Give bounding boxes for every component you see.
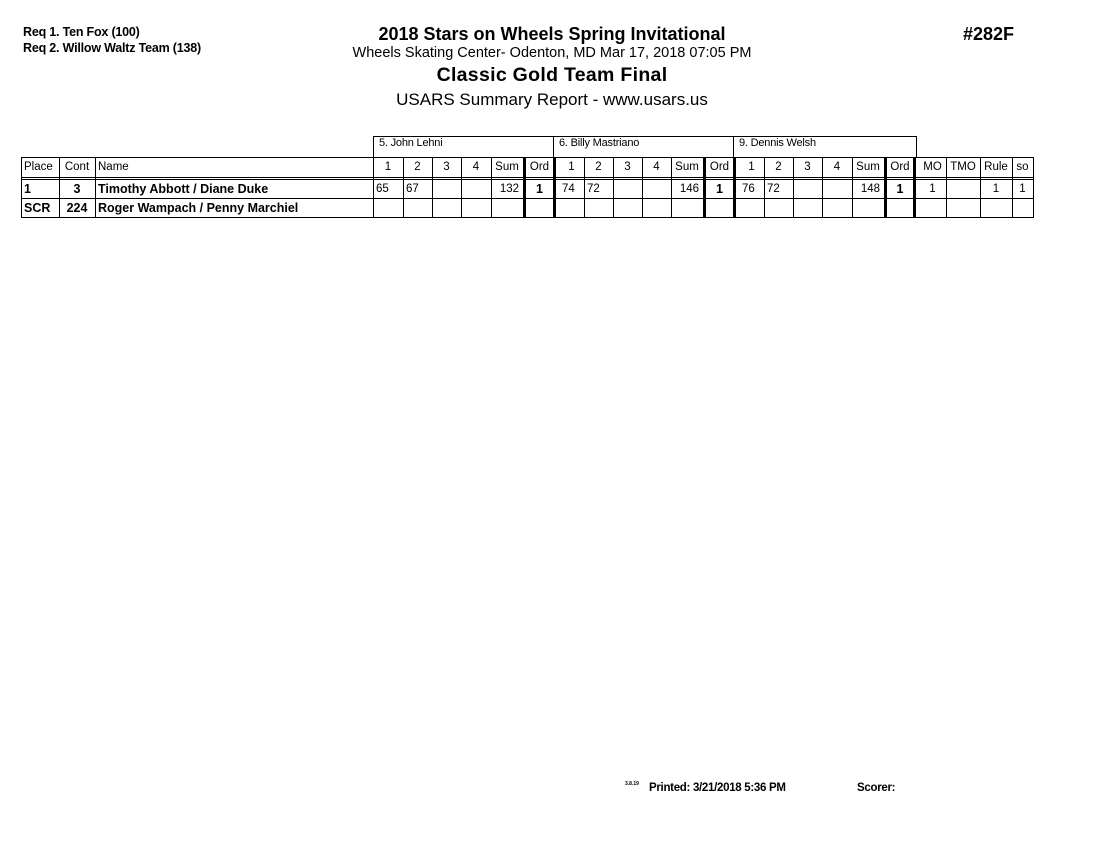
column-header-judge2-sum: Sum [675,160,699,173]
row-judge2-sum: 146 [679,182,699,195]
row-so [1012,199,1033,217]
row-judge1-s1: 65 [376,182,389,195]
header-bottom-line [21,177,1034,178]
row-judge2-ordinal: 1 [716,182,723,197]
ord-thick-line [553,157,556,218]
row-judge2-s2 [584,199,613,217]
column-header-judge3-score1: 1 [748,160,755,173]
column-header-judge3-score2: 2 [775,160,782,173]
header-double-line [21,179,1034,180]
row-judge3-ordinal: 1 [896,182,904,197]
row-contestant-number: 224 [66,200,88,215]
report-title: USARS Summary Report - www.usars.us [396,90,708,109]
row-judge3-s3 [793,181,822,198]
row-judge3-s2 [764,199,793,217]
judge-name: 9. Dennis Welsh [739,137,816,149]
ord-thick-line [733,157,736,218]
column-header-judge2-score3: 3 [624,160,631,173]
row-judge2-s3 [613,181,642,198]
column-header-name: Name [98,160,129,173]
row-judge2-ordinal [706,199,733,217]
event-code: #282F [963,24,1015,44]
version-label: 3.8.19 [625,781,639,787]
header-top-line [21,157,1034,158]
row-place: 1 [24,182,31,197]
row-judge1-s4 [461,181,491,198]
request-1: Req 1. Ten Fox (100) [23,25,140,39]
row-judge3-s1: 76 [742,182,755,195]
row-judge1-s3 [432,199,461,217]
row-place: SCR [24,200,51,215]
row-judge1-sum [491,199,523,217]
column-header-so: so [1016,160,1029,173]
column-header-judge3-ord: Ord [890,160,910,173]
row-tmo [946,199,980,217]
ord-thick-line [913,157,916,218]
column-header-judge3-score4: 4 [833,160,841,173]
column-header-rule: Rule [984,160,1008,173]
column-header-judge2-ord: Ord [709,160,730,173]
row-judge1-sum: 132 [499,182,519,195]
row-mo [919,199,946,217]
column-header-judge2-score1: 1 [568,160,575,173]
printed-timestamp: Printed: 3/21/2018 5:36 PM [649,782,786,794]
row-name: Timothy Abbott / Diane Duke [98,182,269,197]
row-judge1-ordinal [526,199,553,217]
column-header-judge2-score4: 4 [653,160,660,173]
row-name: Roger Wampach / Penny Marchiel [98,200,299,215]
row-judge3-s2: 72 [767,182,780,195]
row-judge3-s1 [739,199,764,217]
event-title: 2018 Stars on Wheels Spring Invitational [378,24,726,44]
row-judge2-s1: 74 [562,182,575,195]
row-judge2-s1 [559,199,584,217]
judge-header-right-border [916,136,917,157]
row-judge3-s4 [822,199,852,217]
row-judge2-s4 [642,199,671,217]
column-header-judge3-sum: Sum [856,160,880,173]
row-judge1-s1 [373,199,403,217]
row-judge3-s3 [793,199,822,217]
column-header-judge1-ord: Ord [529,160,550,173]
row-judge1-s2: 67 [406,182,419,195]
row-rule: 1 [992,182,1000,195]
row-judge1-s2 [403,199,432,217]
column-header-judge1-score4: 4 [472,160,480,173]
row-judge3-sum [852,199,884,217]
row-rule [980,199,1012,217]
request-2: Req 2. Willow Waltz Team (138) [23,41,201,55]
row-judge2-s3 [613,199,642,217]
column-header-judge1-score2: 2 [414,160,421,173]
row-judge2-sum [671,199,703,217]
row-judge1-s4 [461,199,491,217]
judge-name: 6. Billy Mastriano [559,137,640,149]
row-contestant-number: 3 [73,182,81,197]
judge-name: 5. John Lehni [379,137,443,149]
row-judge2-s2: 72 [587,182,600,195]
row-so: 1 [1019,182,1026,195]
row-judge3-sum: 148 [860,182,880,195]
column-line [1033,157,1034,218]
scorer-label: Scorer: [857,782,896,794]
venue-line: Wheels Skating Center- Odenton, MD Mar 17, 2018 07:05 PM [352,45,752,61]
column-header-judge1-sum: Sum [495,160,519,173]
column-header-judge1-score1: 1 [384,160,392,173]
column-header-mo: MO [923,160,942,173]
event-name: Classic Gold Team Final [436,64,668,86]
table-bottom-line [21,217,1034,218]
column-header-tmo: TMO [950,160,976,173]
column-header-cont: Cont [64,160,90,173]
column-header-place: Place [24,160,53,173]
column-header-judge1-score3: 3 [443,160,450,173]
row-judge1-ordinal: 1 [536,182,543,197]
row-judge3-ordinal [887,199,913,217]
row-judge3-s4 [822,181,852,198]
row-judge2-s4 [642,181,671,198]
column-header-judge2-score2: 2 [595,160,602,173]
row-tmo [946,181,980,198]
row-judge1-s3 [432,181,461,198]
row-mo: 1 [929,182,936,195]
column-header-judge3-score3: 3 [804,160,811,173]
